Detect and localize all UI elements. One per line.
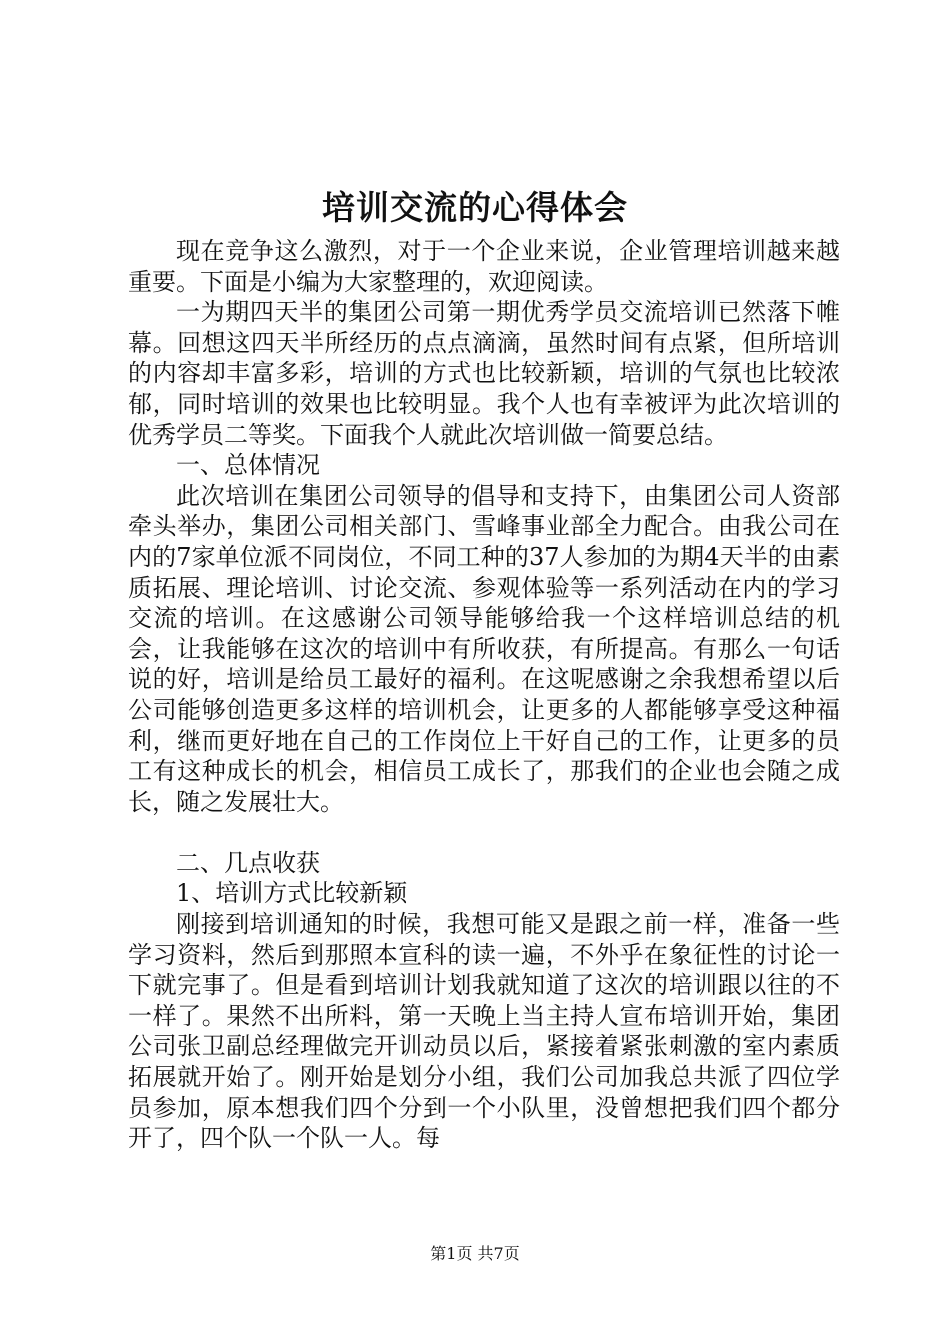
document-title: 培训交流的心得体会 [322,188,628,227]
page-footer: 第1页 共7页 [430,1244,520,1263]
section-heading-gains: 二、几点收获 [176,848,320,877]
intro-paragraph: 现在竞争这么激烈，对于一个企业来说，企业管理培训越来越重要。下面是小编为大家整理的，欢迎阅读。 [128,237,840,296]
document-body [128,236,840,1154]
section-heading-overview: 一、总体情况 [176,451,320,480]
summary-paragraph: 一为期四天半的集团公司第一期优秀学员交流培训已然落下帷幕。回想这四天半所经历的点点滴滴，虽然时间有点紧，但所培训的内容却丰富多彩，培训的方式也比较新颖，培训的气氛也比较浓郁，同时培训的效果也比较明显。我个人也有幸被评为此次培训的优秀学员二等奖。下面我个人就此次培训做一简要总结。 [128,298,840,449]
paragraph-spacer [128,817,840,848]
overview-paragraph: 此次培训在集团公司领导的倡导和支持下，由集团公司人资部牵头举办，集团公司相关部门、雪峰事业部全力配合。由我公司在内的7家单位派不同岗位，不同工种的37人参加的为期4天半的由素质拓展、理论培训、讨论交流、参观体验等一系列活动在内的学习交流的培训。在这感谢公司领导能够给我一个这样培训总结的机会，让我能够在这次的培训中有所收获，有所提高。有那么一句话说的好，培训是给员工最好的福利。在这呢感谢之余我想希望以后公司能够创造更多这样的培训机会，让更多的人都能够享受这种福利，继而更好地在自己的工作岗位上干好自己的工作，让更多的员工有这种成长的机会，相信员工成长了，那我们的企业也会随之成长，随之发展壮大。 [128,481,840,816]
subsection-heading-method: 1、培训方式比较新颖 [176,879,408,908]
method-paragraph: 刚接到培训通知的时候，我想可能又是跟之前一样，准备一些学习资料，然后到那照本宣科的读一遍，不外乎在象征性的讨论一下就完事了。但是看到培训计划我就知道了这次的培训跟以往的不一样了。果然不出所料，第一天晚上当主持人宣布培训开始，集团公司张卫副总经理做完开训动员以后，紧接着紧张刺激的室内素质拓展就开始了。刚开始是划分小组，我们公司加我总共派了四位学员参加，原本想我们四个分到一个小队里，没曾想把我们四个都分开了，四个队一个队一人。每 [128,910,840,1153]
